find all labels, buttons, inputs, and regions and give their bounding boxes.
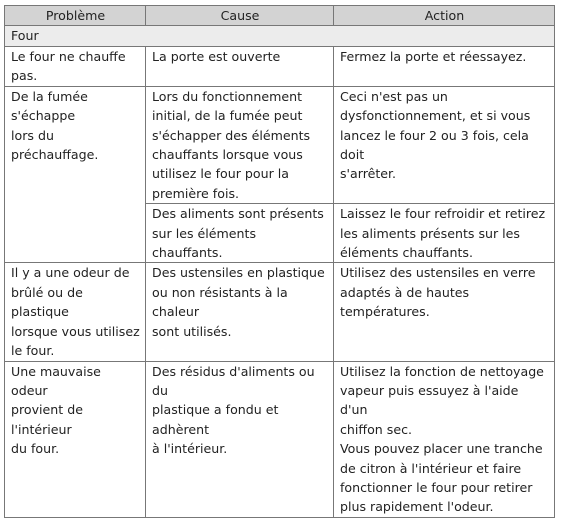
action-cell (334, 361, 555, 517)
text-line: Des résidus d'aliments ou du (152, 363, 315, 398)
text-line: Lors du fonctionnement (152, 88, 303, 104)
cause-cell (146, 204, 334, 263)
text-line: Il y a une odeur de (11, 265, 130, 281)
troubleshooting-table-container (4, 5, 555, 518)
problem-cell (5, 361, 146, 517)
header-probleme: Problème (5, 6, 146, 26)
text-line: Une mauvaise odeur (11, 363, 101, 398)
text-line: lors du préchauffage. (11, 127, 99, 163)
text-line: utilisez le four pour la (152, 166, 289, 182)
text-line: les aliments présents sur les (340, 225, 520, 241)
text-line: Utilisez la fonction de nettoyage (340, 363, 544, 379)
text-line: ou non résistants à la chaleur (152, 284, 288, 320)
text-line: chiffon sec. (340, 421, 413, 437)
text-line: Le four ne chauffe (11, 49, 126, 64)
text-line: plus rapidement l'odeur. (340, 499, 494, 515)
text-line: de citron à l'intérieur et faire (340, 460, 522, 476)
text-line: adaptés à de hautes températures. (340, 284, 470, 320)
action-cell (334, 47, 555, 87)
action-cell (334, 86, 555, 203)
table-row (5, 86, 555, 203)
text-line: s'échapper des éléments (152, 127, 311, 143)
text-line: sur les éléments chauffants. (152, 225, 257, 261)
table-header-row (5, 6, 555, 26)
text-line: lorsque vous utilisez (11, 323, 140, 339)
text-line: De la fumée s'échappe (11, 88, 88, 124)
table-row (5, 263, 555, 361)
text-line: Utilisez des ustensiles en verre (340, 265, 536, 281)
table-row (5, 361, 555, 517)
text-line: fonctionner le four pour retirer (340, 479, 533, 495)
cause-cell (146, 263, 334, 361)
cause-cell (146, 86, 334, 203)
text-line: Vous pouvez placer une tranche (340, 441, 543, 457)
text-line: brûlé ou de plastique (11, 284, 83, 320)
text-line: chauffants lorsque vous (152, 147, 303, 163)
problem-cell (5, 47, 146, 87)
text-line: à l'intérieur. (152, 441, 228, 457)
text-line: lancez le four 2 ou 3 fois, cela doit (340, 127, 529, 163)
action-cell (334, 204, 555, 263)
section-row (5, 26, 555, 47)
problem-cell (5, 263, 146, 361)
text-line: éléments chauffants. (340, 245, 473, 261)
text-line: pas. (11, 68, 38, 84)
cause-cell (146, 47, 334, 87)
header-action: Action (334, 6, 555, 26)
action-cell (334, 263, 555, 361)
text-line: Des aliments sont présents (152, 206, 324, 222)
text-line: Laissez le four refroidir et retirez (340, 206, 546, 222)
text-line: vapeur puis essuyez à l'aide d'un (340, 382, 519, 418)
text-line: première fois. (152, 185, 240, 201)
text-line: La porte est ouverte (152, 49, 281, 64)
header-cause: Cause (146, 6, 334, 26)
text-line: Des ustensiles en plastique (152, 265, 325, 281)
text-line: Fermez la porte et réessayez. (340, 49, 527, 64)
cause-cell (146, 361, 334, 517)
text-line: le four. (11, 343, 55, 359)
section-title: Four (5, 26, 555, 47)
problem-cell (5, 86, 146, 263)
text-line: s'arrêter. (340, 166, 397, 182)
text-line: dysfonctionnement, et si vous (340, 108, 531, 124)
text-line: initial, de la fumée peut (152, 108, 303, 124)
text-line: provient de l'intérieur (11, 402, 83, 437)
troubleshooting-table (4, 5, 555, 518)
text-line: du four. (11, 441, 60, 457)
text-line: plastique a fondu et adhèrent (152, 402, 279, 437)
text-line: Ceci n'est pas un (340, 88, 448, 104)
table-row (5, 47, 555, 87)
text-line: sont utilisés. (152, 323, 232, 339)
